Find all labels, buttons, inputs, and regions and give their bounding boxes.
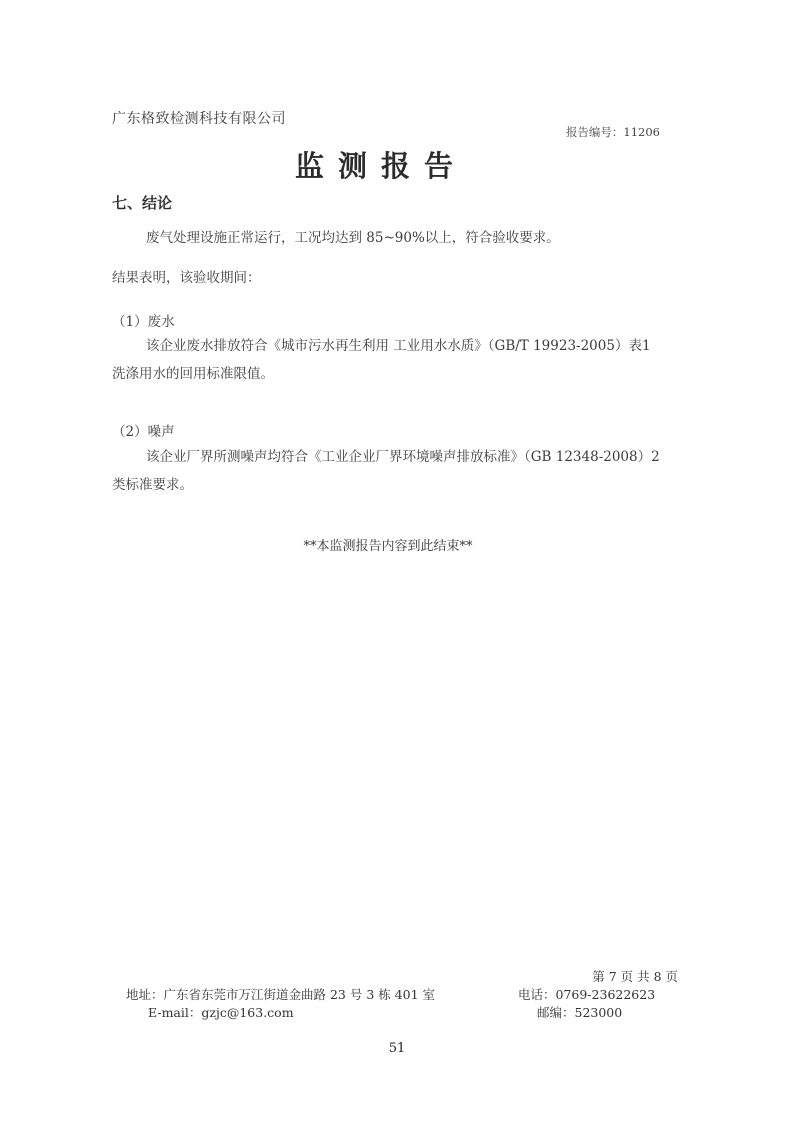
footer-address: 地址：广东省东莞市万江街道金曲路 23 号 3 栋 401 室	[126, 987, 436, 1002]
page-title: 监测报告	[294, 149, 467, 183]
item-noise-label: （2）噪声	[112, 424, 175, 440]
footer-phone: 电话：0769-23622623	[518, 987, 656, 1002]
item-noise-text-cont: 类标准要求。	[112, 477, 193, 493]
page-info: 第 7 页 共 8 页	[592, 969, 678, 984]
end-note: **本监测报告内容到此结束**	[303, 539, 473, 554]
report-number: 报告编号：11206	[565, 125, 660, 139]
page-number: 51	[388, 1041, 406, 1056]
result-intro: 结果表明，该验收期间：	[112, 270, 261, 286]
item-wastewater-text: 该企业废水排放符合《城市污水再生利用 工业用水水质》（GB/T 19923-2005）表1	[146, 338, 651, 354]
company-name: 广东格致检测科技有限公司	[112, 111, 286, 127]
item-noise-text: 该企业厂界所测噪声均符合《工业企业厂界环境噪声排放标准》（GB 12348-2008）2	[146, 449, 660, 465]
item-wastewater-label: （1）废水	[112, 314, 175, 330]
footer-email: E-mail：gzjc@163.com	[148, 1005, 294, 1020]
section-heading: 七、结论	[112, 194, 173, 212]
footer-postcode: 邮编：523000	[537, 1005, 623, 1020]
conclusion-line: 废气处理设施正常运行，工况均达到 85~90%以上，符合验收要求。	[146, 230, 560, 246]
item-wastewater-text-cont: 洗涤用水的回用标准限值。	[112, 366, 274, 382]
